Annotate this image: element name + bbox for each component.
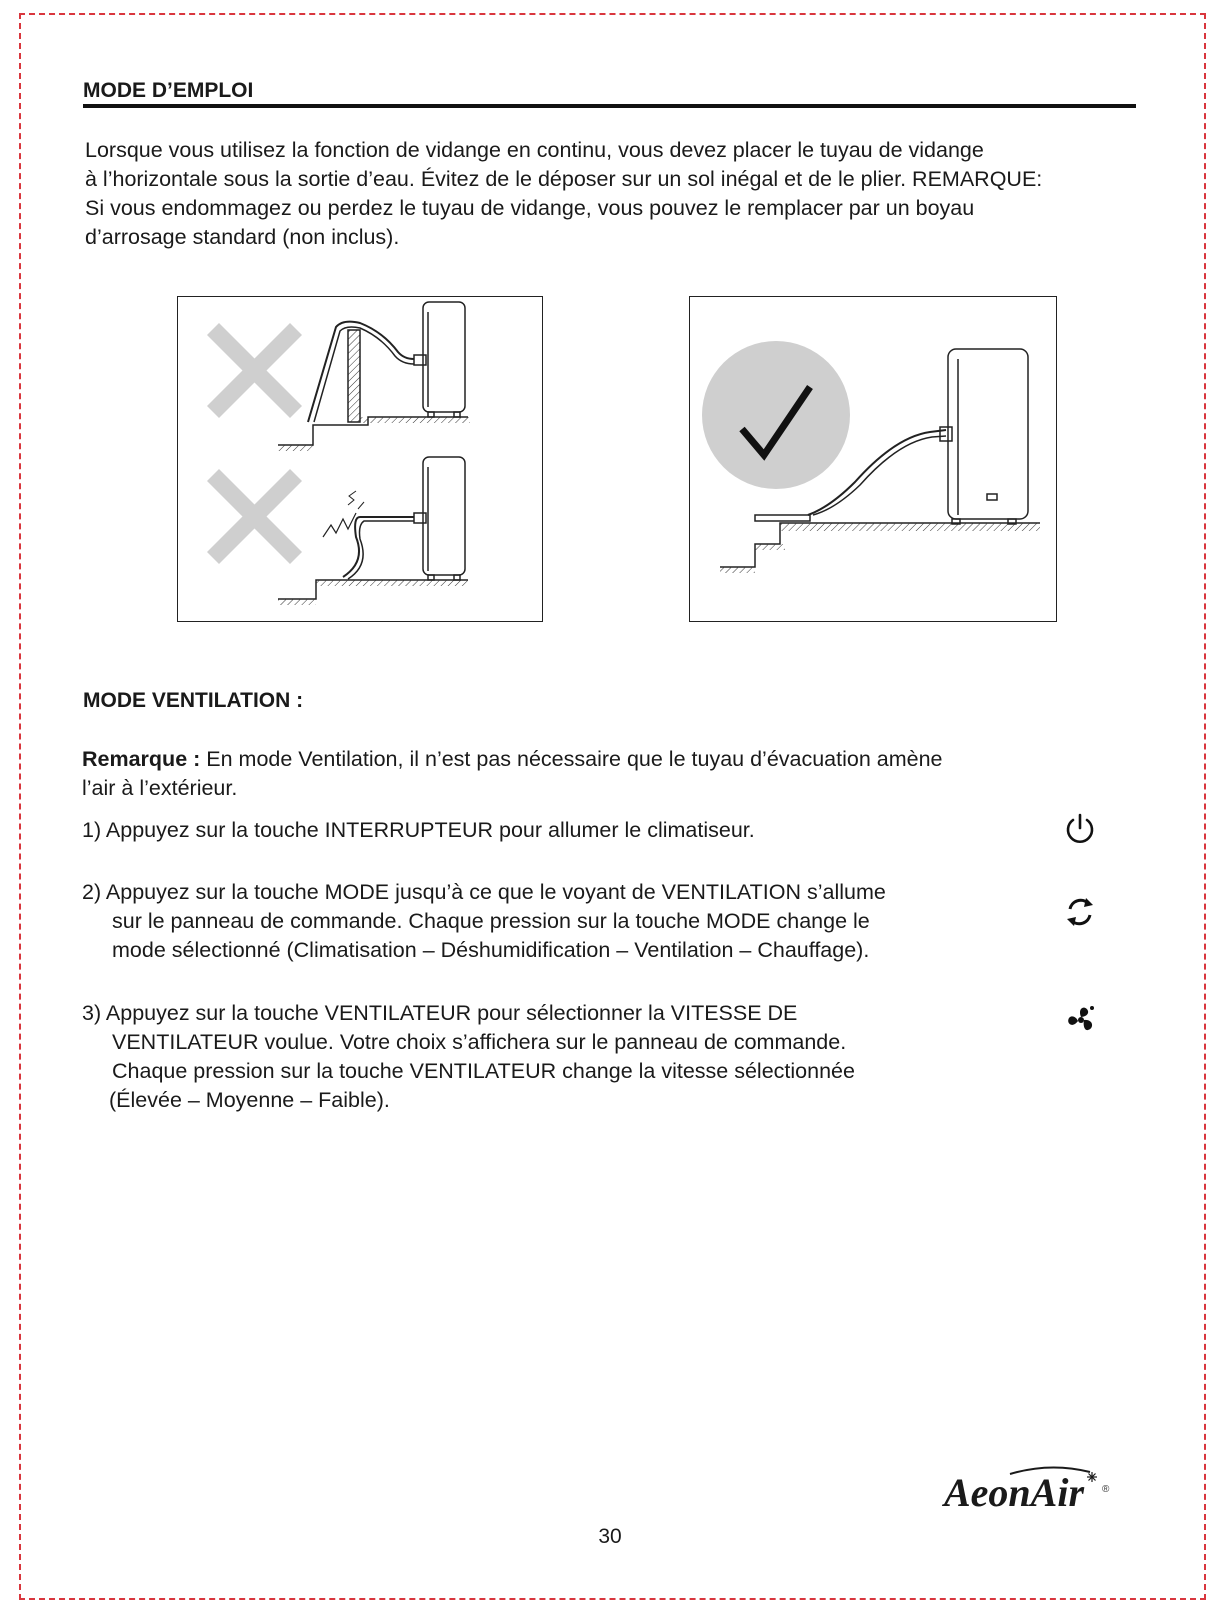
- step-line: 1) Appuyez sur la touche INTERRUPTEUR pour allumer le climatiseur.: [82, 818, 755, 842]
- paragraph-line: à l’horizontale sous la sortie d’eau. Évitez de le déposer sur un sol inégal et de le plier. REMARQUE:: [85, 167, 1043, 191]
- note-line: l’air à l’extérieur.: [82, 776, 238, 800]
- x-mark-icon: [213, 329, 296, 412]
- mode-cycle-icon: [1064, 896, 1096, 933]
- brand-name: AeonAir: [944, 1470, 1085, 1514]
- step-3: [82, 999, 1062, 1115]
- step-line: 3) Appuyez sur la touche VENTILATEUR pour sélectionner la VITESSE DE: [82, 1001, 798, 1025]
- step-line: VENTILATEUR voulue. Votre choix s’affichera sur le panneau de commande.: [112, 1030, 847, 1054]
- snowflake-icon: [1087, 1472, 1097, 1482]
- check-mark-icon: [702, 341, 850, 489]
- title-divider: [83, 104, 1136, 108]
- power-icon: [1064, 812, 1096, 851]
- registered-mark: ®: [1102, 1484, 1110, 1495]
- paragraph-line: d’arrosage standard (non inclus).: [85, 225, 400, 249]
- ventilation-note: [82, 745, 1142, 803]
- step-line: sur le panneau de commande. Chaque pression sur la touche MODE change le: [112, 909, 870, 933]
- step-line: Chaque pression sur la touche VENTILATEUR change la vitesse sélectionnée: [112, 1059, 855, 1083]
- incorrect-drain-illustration: [178, 297, 541, 620]
- step-line: 2) Appuyez sur la touche MODE jusqu’à ce que le voyant de VENTILATION s’allume: [82, 880, 886, 904]
- section-title-mode-ventilation: MODE VENTILATION :: [83, 689, 304, 712]
- step-line: (Élevée – Moyenne – Faible).: [109, 1088, 390, 1112]
- paragraph-line: Lorsque vous utilisez la fonction de vidange en continu, vous devez placer le tuyau de vidange: [85, 138, 984, 162]
- fan-icon: [1064, 1003, 1098, 1042]
- incorrect-drain-figure: [177, 296, 543, 622]
- paragraph-line: Si vous endommagez ou perdez le tuyau de vidange, vous pouvez le remplacer par un boyau: [85, 196, 975, 220]
- correct-drain-figure: [689, 296, 1057, 622]
- step-line: mode sélectionné (Climatisation – Déshumidification – Ventilation – Chauffage).: [112, 938, 870, 962]
- drain-instructions-paragraph: [85, 136, 1145, 252]
- note-text: En mode Ventilation, il n’est pas nécessaire que le tuyau d’évacuation amène: [200, 747, 943, 771]
- x-mark-icon: [213, 475, 296, 558]
- page-number: 30: [598, 1525, 622, 1548]
- step-1: [82, 816, 1062, 845]
- note-label: Remarque :: [82, 747, 201, 771]
- note-line: [82, 745, 1142, 774]
- correct-drain-illustration: [690, 297, 1055, 620]
- section-title-mode-emploi: MODE D’EMPLOI: [83, 79, 254, 102]
- step-2: [82, 878, 1062, 965]
- aeonair-logo: [940, 1464, 1115, 1514]
